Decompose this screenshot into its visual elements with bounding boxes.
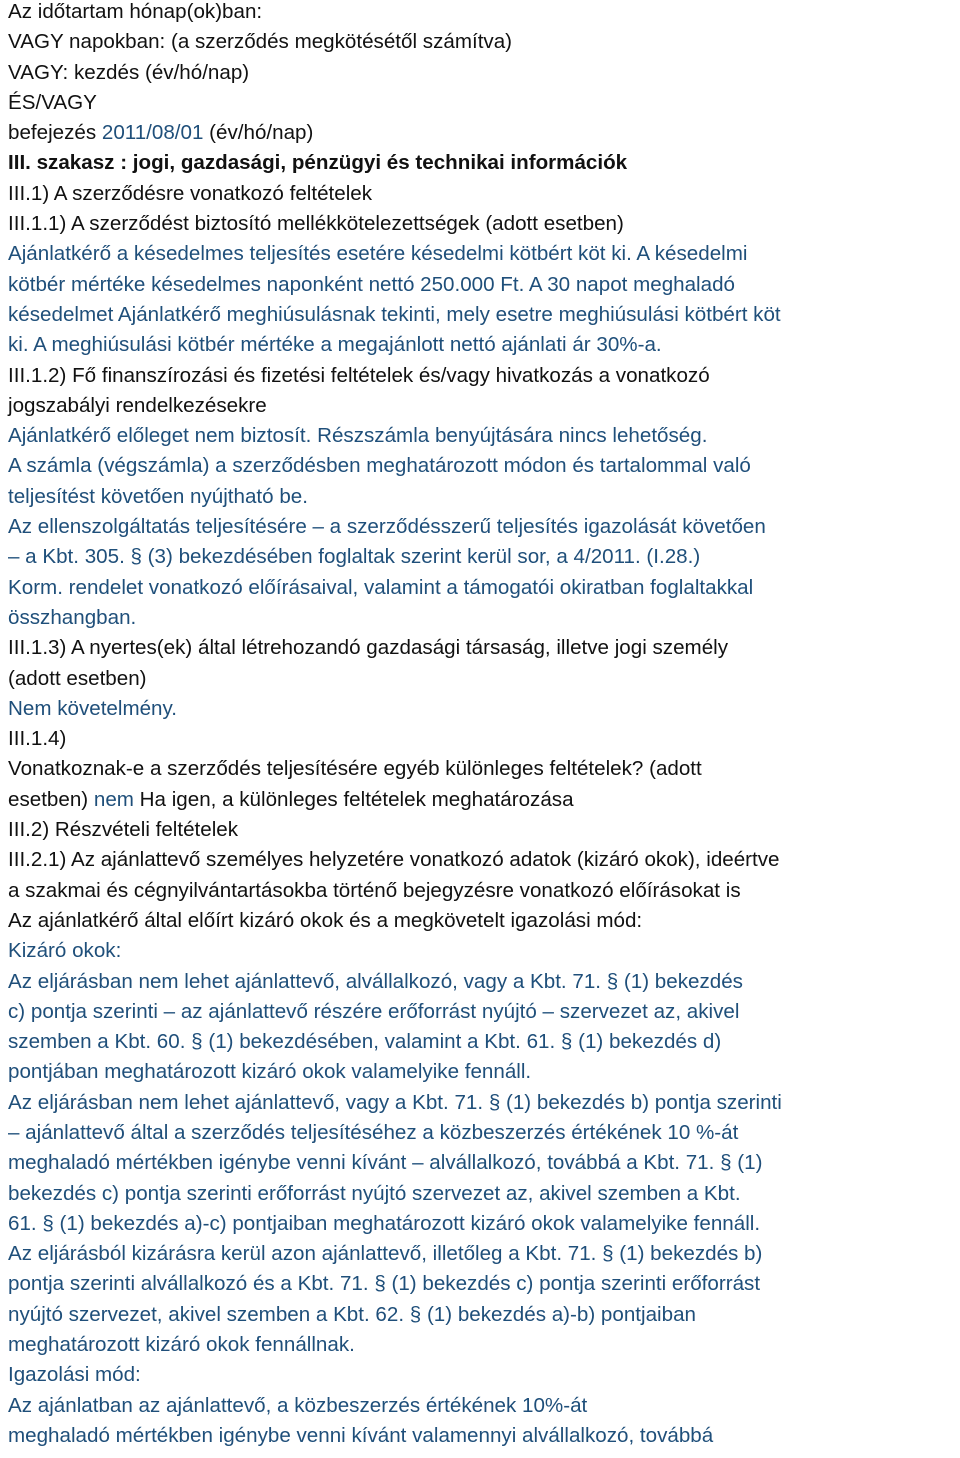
text-segment: Az eljárásban nem lehet ajánlattevő, alvállalkozó, vagy a Kbt. 71. § (1) bekezdés — [8, 969, 743, 993]
text-segment: A számla (végszámla) a szerződésben meghatározott módon és tartalommal való — [8, 454, 751, 478]
text-line — [8, 1300, 960, 1330]
text-line — [8, 1088, 960, 1118]
text-line — [8, 1179, 960, 1209]
text-segment: esetben) — [8, 787, 94, 811]
text-segment: Korm. rendelet vonatkozó előírásaival, valamint a támogatói okiratban foglaltakkal — [8, 575, 754, 599]
text-segment: bekezdés c) pontja szerinti erőforrást nyújtó szervezet az, akivel szemben a Kbt. — [8, 1181, 741, 1205]
text-line — [8, 633, 960, 663]
text-segment: Az eljárásban nem lehet ajánlattevő, vagy a Kbt. 71. § (1) bekezdés b) pontja szerinti — [8, 1090, 782, 1114]
text-segment: pontjában meghatározott kizáró okok valamelyike fennáll. — [8, 1060, 532, 1084]
text-line — [8, 512, 960, 542]
text-segment: ÉS/VAGY — [8, 90, 97, 114]
text-segment: III. szakasz : jogi, gazdasági, pénzügyi és technikai információk — [8, 151, 628, 175]
text-line — [8, 209, 960, 239]
text-line — [8, 179, 960, 209]
text-line — [8, 876, 960, 906]
text-segment: III.2.1) Az ajánlattevő személyes helyzetére vonatkozó adatok (kizáró okok), ideértve — [8, 848, 780, 872]
text-segment: összhangban. — [8, 605, 137, 629]
text-line — [8, 1057, 960, 1087]
text-segment: Ajánlatkérő a késedelmes teljesítés esetére késedelmi kötbért köt ki. A késedelmi — [8, 242, 748, 266]
text-segment: késedelmet Ajánlatkérő meghiúsulásnak tekinti, mely esetre meghiúsulási kötbért köt — [8, 302, 781, 326]
text-segment: Nem követelmény. — [8, 696, 178, 720]
text-line — [8, 573, 960, 603]
text-segment: (adott esetben) — [8, 666, 147, 690]
text-segment: VAGY napokban: (a szerződés megkötésétől számítva) — [8, 30, 513, 54]
text-segment: Az időtartam hónap(ok)ban: — [8, 0, 263, 23]
text-line — [8, 1269, 960, 1299]
text-segment: c) pontja szerinti – az ajánlattevő részére erőforrást nyújtó – szervezet az, akivel — [8, 999, 740, 1023]
text-segment: Ajánlatkérő előleget nem biztosít. Részszámla benyújtására nincs lehetőség. — [8, 424, 708, 448]
text-segment: VAGY: kezdés (év/hó/nap) — [8, 60, 250, 84]
text-segment: 61. § (1) bekezdés a)-c) pontjaiban meghatározott kizáró okok valamelyike fennáll. — [8, 1211, 761, 1235]
text-segment: Az ajánlatban az ajánlattevő, a közbeszerzés értékének 10%-át — [8, 1393, 588, 1417]
text-line — [8, 1209, 960, 1239]
text-segment: teljesítést követően nyújtható be. — [8, 484, 308, 508]
text-line — [8, 815, 960, 845]
text-line — [8, 785, 960, 815]
text-segment: 2011/08/01 — [101, 121, 204, 145]
text-line — [8, 27, 960, 57]
text-segment: III.1.2) Fő finanszírozási és fizetési feltételek és/vagy hivatkozás a vonatkozó — [8, 363, 710, 387]
text-segment: nyújtó szervezet, akivel szemben a Kbt. 62. § (1) bekezdés a)-b) pontjaiban — [8, 1302, 696, 1326]
text-line — [8, 58, 960, 88]
text-line — [8, 239, 960, 269]
text-segment: III.2) Részvételi feltételek — [8, 818, 239, 842]
text-segment: meghaladó mértékben igénybe venni kívánt valamennyi alvállalkozó, továbbá — [8, 1423, 714, 1447]
text-line — [8, 361, 960, 391]
text-segment: – ajánlattevő által a szerződés teljesítéséhez a közbeszerzés értékének 10 %-át — [8, 1120, 739, 1144]
text-line — [8, 0, 960, 27]
text-segment: kötbér mértéke késedelmes naponként nettó 250.000 Ft. A 30 napot meghaladó — [8, 272, 735, 296]
text-line — [8, 542, 960, 572]
text-line — [8, 1391, 960, 1421]
text-line — [8, 482, 960, 512]
text-segment: jogszabályi rendelkezésekre — [8, 393, 267, 417]
text-line — [8, 421, 960, 451]
text-segment: szemben a Kbt. 60. § (1) bekezdésében, valamint a Kbt. 61. § (1) bekezdés d) — [8, 1030, 722, 1054]
text-line — [8, 118, 960, 148]
text-line — [8, 1148, 960, 1178]
text-segment: a szakmai és cégnyilvántartásokba történő bejegyzésre vonatkozó előírásokat is — [8, 878, 741, 902]
text-segment: III.1.4) — [8, 727, 67, 751]
text-line — [8, 300, 960, 330]
text-segment: Az ellenszolgáltatás teljesítésére – a szerződésszerű teljesítés igazolását követően — [8, 515, 766, 539]
text-line — [8, 1360, 960, 1390]
text-segment: III.1.3) A nyertes(ek) által létrehozandó gazdasági társaság, illetve jogi személy — [8, 636, 729, 660]
text-line — [8, 724, 960, 754]
text-line — [8, 1421, 960, 1451]
text-line — [8, 845, 960, 875]
text-line — [8, 391, 960, 421]
text-line — [8, 1330, 960, 1360]
text-line — [8, 451, 960, 481]
text-segment: III.1.1) A szerződést biztosító mellékkötelezettségek (adott esetben) — [8, 212, 624, 236]
text-segment: (év/hó/nap) — [203, 121, 314, 145]
text-segment: – a Kbt. 305. § (3) bekezdésében foglaltak szerint kerül sor, a 4/2011. (I.28.) — [8, 545, 701, 569]
text-line — [8, 967, 960, 997]
text-line — [8, 754, 960, 784]
text-segment: Az ajánlatkérő által előírt kizáró okok és a megkövetelt igazolási mód: — [8, 908, 643, 932]
text-line — [8, 330, 960, 360]
text-line — [8, 148, 960, 178]
text-segment: Az eljárásból kizárásra kerül azon ajánlattevő, illetőleg a Kbt. 71. § (1) bekezdés b) — [8, 1242, 763, 1266]
text-line — [8, 936, 960, 966]
text-segment: Vonatkoznak-e a szerződés teljesítésére egyéb különleges feltételek? (adott — [8, 757, 702, 781]
text-segment: meghatározott kizáró okok fennállnak. — [8, 1333, 355, 1357]
text-line — [8, 1118, 960, 1148]
text-segment: Igazolási mód: — [8, 1363, 141, 1387]
text-segment: III.1) A szerződésre vonatkozó feltételek — [8, 181, 373, 205]
text-segment: Kizáró okok: — [8, 939, 122, 963]
text-line — [8, 997, 960, 1027]
text-line — [8, 88, 960, 118]
text-line — [8, 694, 960, 724]
text-segment: nem — [93, 787, 134, 811]
text-segment: ki. A meghiúsulási kötbér mértéke a megajánlott nettó ajánlati ár 30%-a. — [8, 333, 662, 357]
text-segment: Ha igen, a különleges feltételek meghatározása — [133, 787, 574, 811]
text-line — [8, 270, 960, 300]
text-segment: meghaladó mértékben igénybe venni kívánt – alvállalkozó, továbbá a Kbt. 71. § (1) — [8, 1151, 763, 1175]
text-segment: pontja szerinti alvállalkozó és a Kbt. 71. § (1) bekezdés c) pontja szerinti erőforrást — [8, 1272, 761, 1296]
text-line — [8, 1027, 960, 1057]
text-line — [8, 603, 960, 633]
text-line — [8, 664, 960, 694]
text-line — [8, 1239, 960, 1269]
text-segment: befejezés — [8, 121, 102, 145]
text-line — [8, 906, 960, 936]
